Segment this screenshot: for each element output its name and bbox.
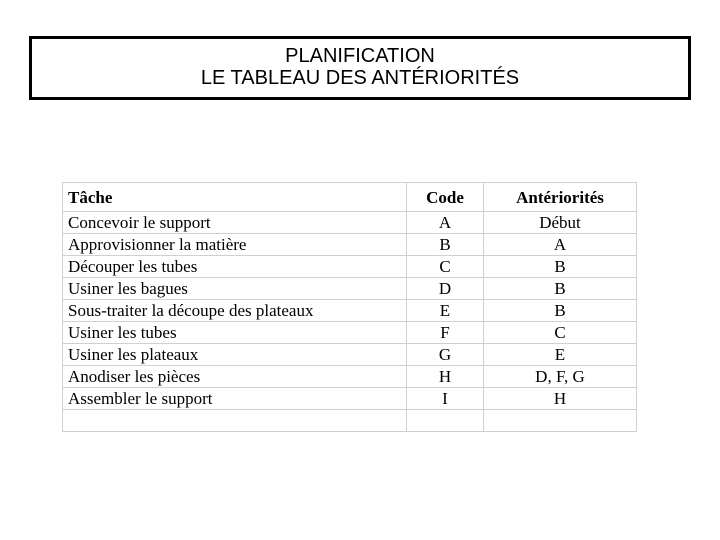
table-row xyxy=(63,322,637,344)
anteriority-cell: B xyxy=(484,300,637,322)
anteriority-cell: D, F, G xyxy=(484,366,637,388)
task-cell: Concevoir le support xyxy=(63,212,407,234)
table-row xyxy=(63,256,637,278)
task-cell: Approvisionner la matière xyxy=(63,234,407,256)
header-code: Code xyxy=(407,183,484,212)
code-cell: F xyxy=(407,322,484,344)
anteriority-cell: B xyxy=(484,278,637,300)
table-row xyxy=(63,212,637,234)
anteriority-cell: H xyxy=(484,388,637,410)
task-cell: Découper les tubes xyxy=(63,256,407,278)
slide-title xyxy=(29,36,691,100)
code-cell: C xyxy=(407,256,484,278)
table-row xyxy=(63,366,637,388)
table-row xyxy=(63,300,637,322)
task-cell: Anodiser les pièces xyxy=(63,366,407,388)
table-row xyxy=(63,234,637,256)
title-line-1: PLANIFICATION xyxy=(285,45,435,67)
empty-cell xyxy=(63,410,407,432)
title-line-2: LE TABLEAU DES ANTÉRIORITÉS xyxy=(200,67,520,89)
table-row xyxy=(63,344,637,366)
anteriority-table xyxy=(62,182,637,432)
anteriority-cell: C xyxy=(484,322,637,344)
anteriority-cell: A xyxy=(484,234,637,256)
code-cell: G xyxy=(407,344,484,366)
table-row-empty xyxy=(63,410,637,432)
task-cell: Usiner les bagues xyxy=(63,278,407,300)
table-header-row xyxy=(63,183,637,212)
empty-cell xyxy=(407,410,484,432)
task-cell: Sous-traiter la découpe des plateaux xyxy=(63,300,407,322)
header-task: Tâche xyxy=(63,183,407,212)
task-cell: Assembler le support xyxy=(63,388,407,410)
code-cell: H xyxy=(407,366,484,388)
task-cell: Usiner les tubes xyxy=(63,322,407,344)
code-cell: B xyxy=(407,234,484,256)
code-cell: E xyxy=(407,300,484,322)
empty-cell xyxy=(484,410,637,432)
anteriority-cell: B xyxy=(484,256,637,278)
code-cell: D xyxy=(407,278,484,300)
code-cell: I xyxy=(407,388,484,410)
anteriority-cell: E xyxy=(484,344,637,366)
code-cell: A xyxy=(407,212,484,234)
table-row xyxy=(63,278,637,300)
anteriority-cell: Début xyxy=(484,212,637,234)
task-cell: Usiner les plateaux xyxy=(63,344,407,366)
header-anteriorities: Antériorités xyxy=(484,183,637,212)
table-row xyxy=(63,388,637,410)
